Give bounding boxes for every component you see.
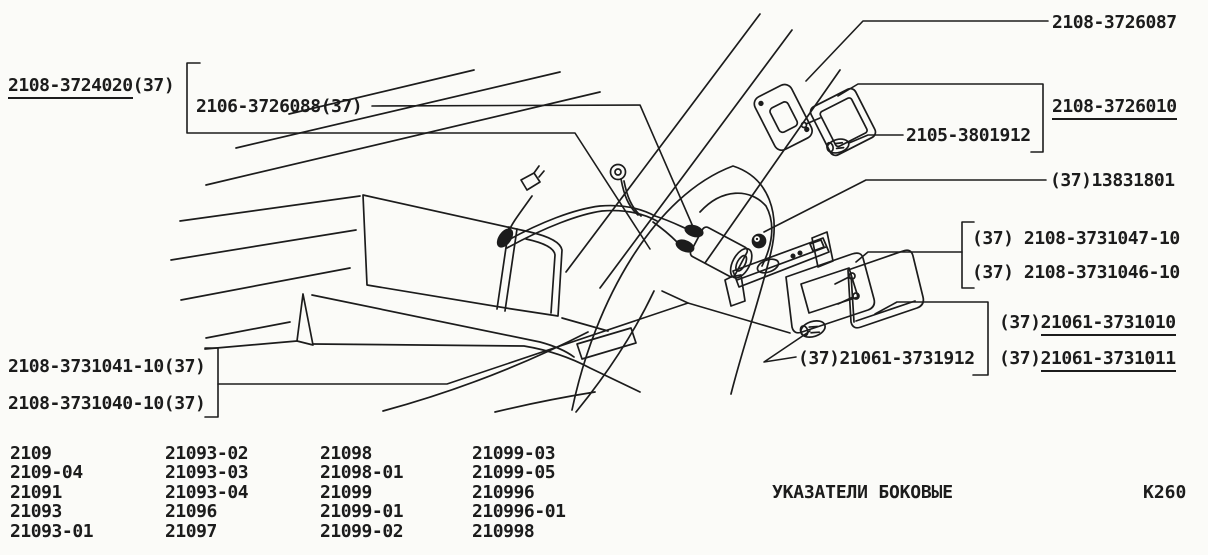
model-item: 21097 (165, 520, 217, 542)
socket-cylinder (689, 226, 756, 283)
part-prefix: (37) (999, 348, 1041, 369)
housing-drawing (802, 87, 878, 158)
model-item: 21099-03 (472, 443, 556, 464)
model-item: 21093-04 (165, 481, 249, 503)
callout-bulb-side: (37)21061-3731912 (798, 348, 975, 369)
part-prefix: (37) (999, 312, 1041, 333)
callout-lens-a (999, 313, 1176, 333)
model-item: 21099-05 (472, 462, 556, 484)
model-item: 21093-01 (10, 520, 94, 542)
part-number: 2108-3724020 (8, 75, 133, 99)
part-number: 2108-3726010 (1052, 96, 1177, 120)
model-item: 21098-01 (320, 462, 404, 484)
model-item: 210996 (472, 481, 535, 503)
model-column-4 (472, 444, 565, 541)
model-item: 210998 (472, 520, 535, 542)
model-item: 2109-04 (10, 462, 83, 484)
model-item: 21096 (165, 501, 217, 523)
body-lines (312, 14, 840, 412)
part-number: 21061-3731010 (1041, 312, 1176, 336)
page-title: УКАЗАТЕЛИ БОКОВЫЕ (772, 482, 953, 503)
mounting-plate-drawing (725, 232, 859, 306)
callout-harness (8, 76, 174, 96)
model-column-2 (165, 444, 248, 541)
model-column-3 (320, 444, 403, 541)
nut-drawing (753, 235, 766, 248)
model-item: 21093 (10, 501, 62, 523)
part-number: 21061-3731011 (1041, 348, 1176, 372)
side-lens-drawing (848, 250, 923, 328)
callout-lamp-rh: 2108-3731041-10(37) (8, 356, 206, 377)
callout-bracket-rh: (37) 2108-3731047-10 (972, 228, 1180, 249)
sheet-code: К260 (1143, 482, 1187, 503)
model-item: 21098 (320, 443, 372, 464)
callout-housing (1052, 97, 1177, 117)
gasket-drawing (752, 82, 815, 153)
model-column-1 (10, 444, 93, 541)
model-item: 21099-02 (320, 520, 404, 542)
callout-lamp-lh: 2108-3731040-10(37) (8, 393, 206, 414)
callout-nut: (37)13831801 (1050, 170, 1175, 191)
callout-gasket: 2108-3726087 (1052, 12, 1177, 33)
callout-bulb-front: 2105-3801912 (906, 125, 1031, 146)
door-window (363, 195, 562, 316)
callout-socket-wires: 2106-3726088(37) (196, 96, 363, 117)
part-suffix: (37) (132, 75, 175, 96)
callout-lens-b (999, 349, 1176, 369)
model-item: 21099 (320, 481, 372, 503)
model-item: 21093-03 (165, 462, 249, 484)
model-item: 21091 (10, 481, 62, 503)
mirror-mount-triangle (205, 294, 313, 349)
callout-bracket-lh: (37) 2108-3731046-10 (972, 262, 1180, 283)
harness-drawing (495, 165, 704, 255)
model-item: 210996-01 (472, 501, 566, 523)
model-item: 21099-01 (320, 501, 404, 523)
model-item: 21093-02 (165, 443, 249, 464)
model-item: 2109 (10, 443, 52, 464)
